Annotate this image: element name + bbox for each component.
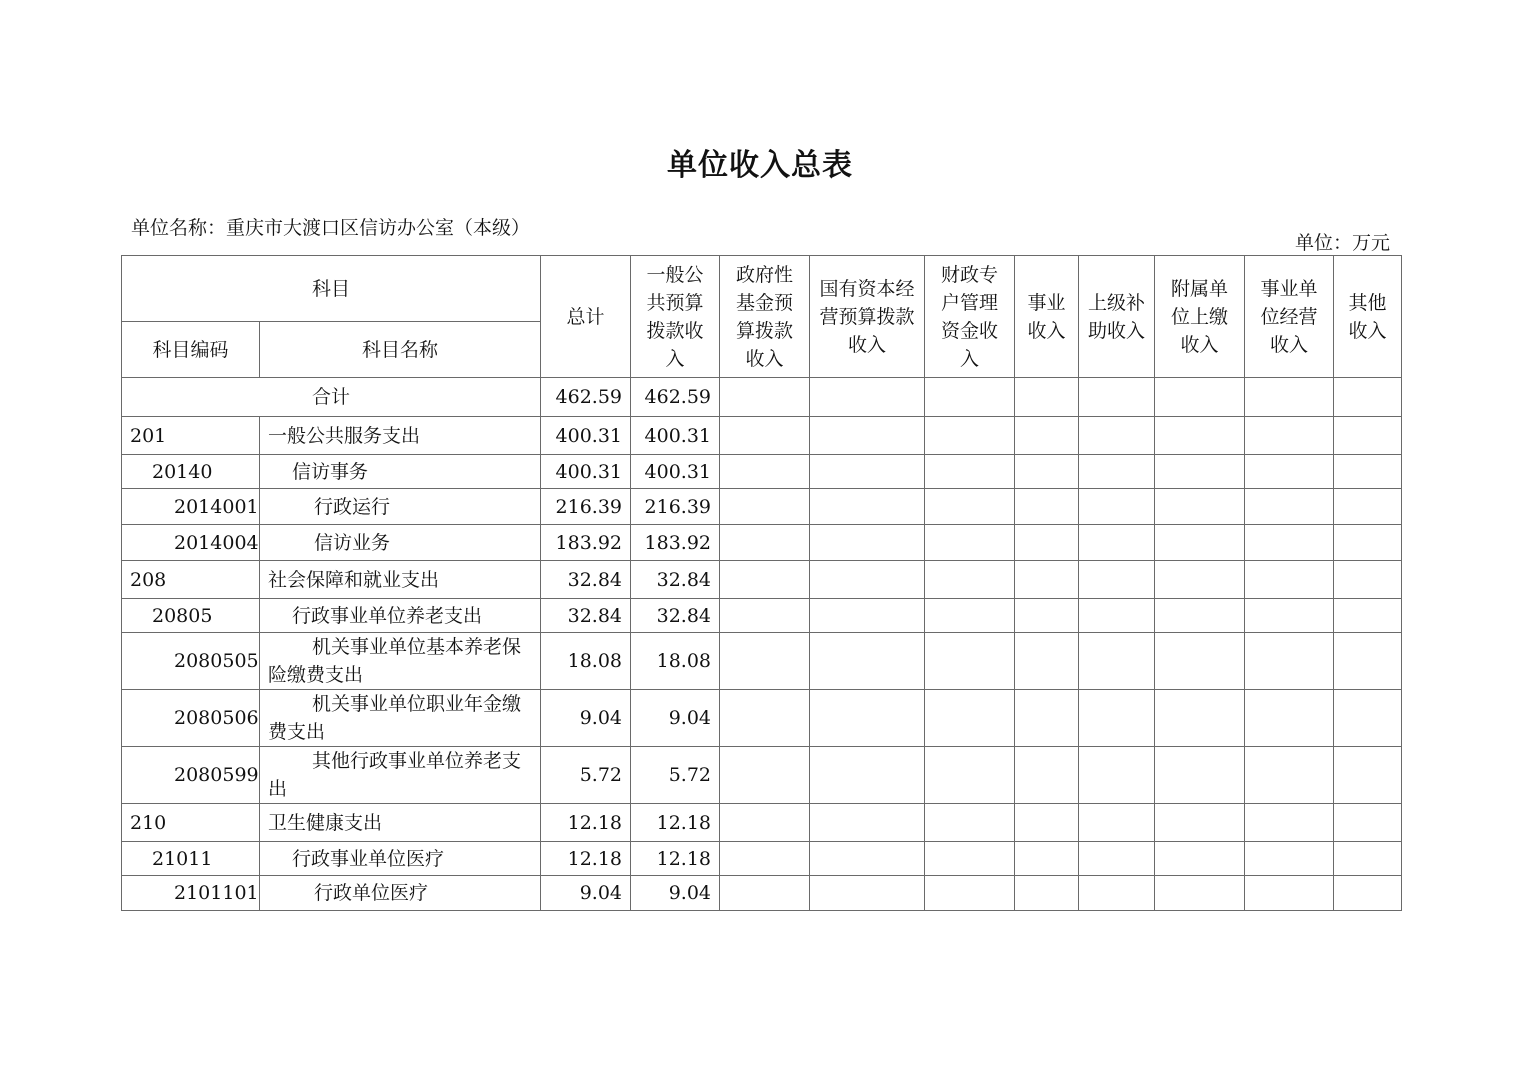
table-row <box>122 747 1402 804</box>
cell-code: 20805 <box>122 599 260 633</box>
empty-cell <box>810 378 925 417</box>
cell-general-budget: 32.84 <box>631 561 720 599</box>
empty-cell <box>1015 525 1079 561</box>
cell-total: 12.18 <box>541 842 631 876</box>
empty-cell <box>925 561 1015 599</box>
empty-cell <box>1079 525 1155 561</box>
empty-cell <box>1155 525 1245 561</box>
cell-name: 行政事业单位养老支出 <box>260 599 541 633</box>
empty-cell <box>925 455 1015 489</box>
empty-cell <box>1015 378 1079 417</box>
empty-cell <box>925 842 1015 876</box>
cell-general-budget: 400.31 <box>631 455 720 489</box>
empty-cell <box>1015 633 1079 690</box>
header-gov-fund: 政府性基金预算拨款收入 <box>720 256 810 378</box>
header-code: 科目编码 <box>122 322 260 378</box>
cell-general-budget: 9.04 <box>631 690 720 747</box>
empty-cell <box>1245 489 1334 525</box>
empty-cell <box>1079 561 1155 599</box>
cell-name <box>260 747 541 804</box>
cell-code: 2080599 <box>122 747 260 804</box>
empty-cell <box>1334 417 1402 455</box>
table-row <box>122 633 1402 690</box>
empty-cell <box>1155 804 1245 842</box>
empty-cell <box>1245 378 1334 417</box>
header-special-account: 财政专户管理资金收入 <box>925 256 1015 378</box>
empty-cell <box>1245 804 1334 842</box>
empty-cell <box>1245 690 1334 747</box>
empty-cell <box>810 489 925 525</box>
empty-cell <box>1334 747 1402 804</box>
empty-cell <box>1079 690 1155 747</box>
empty-cell <box>720 804 810 842</box>
cell-name: 一般公共服务支出 <box>260 417 541 455</box>
empty-cell <box>925 417 1015 455</box>
empty-cell <box>1245 842 1334 876</box>
unit-name: 单位名称：重庆市大渡口区信访办公室（本级） <box>131 217 531 239</box>
cell-total: 32.84 <box>541 561 631 599</box>
empty-cell <box>1245 747 1334 804</box>
cell-code: 2014004 <box>122 525 260 561</box>
header-name: 科目名称 <box>260 322 541 378</box>
empty-cell <box>810 561 925 599</box>
empty-cell <box>720 489 810 525</box>
cell-name <box>260 633 541 690</box>
empty-cell <box>1015 690 1079 747</box>
cell-code: 208 <box>122 561 260 599</box>
cell-name: 行政单位医疗 <box>260 876 541 911</box>
empty-cell <box>720 599 810 633</box>
cell-total: 18.08 <box>541 633 631 690</box>
cell-total: 12.18 <box>541 804 631 842</box>
empty-cell <box>1015 876 1079 911</box>
empty-cell <box>1079 747 1155 804</box>
empty-cell <box>810 747 925 804</box>
cell-total: 9.04 <box>541 876 631 911</box>
cell-name: 卫生健康支出 <box>260 804 541 842</box>
empty-cell <box>925 747 1015 804</box>
cell-code: 2014001 <box>122 489 260 525</box>
empty-cell <box>1079 842 1155 876</box>
empty-cell <box>1155 747 1245 804</box>
empty-cell <box>1155 690 1245 747</box>
header-affiliate-turnover: 附属单位上缴收入 <box>1155 256 1245 378</box>
empty-cell <box>1245 633 1334 690</box>
cell-code: 21011 <box>122 842 260 876</box>
table-row <box>122 489 1402 525</box>
empty-cell <box>1155 561 1245 599</box>
empty-cell <box>1015 599 1079 633</box>
empty-cell <box>1079 378 1155 417</box>
empty-cell <box>1155 455 1245 489</box>
cell-general-budget: 183.92 <box>631 525 720 561</box>
table-row <box>122 599 1402 633</box>
empty-cell <box>1015 747 1079 804</box>
cell-general-budget: 462.59 <box>631 378 720 417</box>
empty-cell <box>1155 489 1245 525</box>
empty-cell <box>1334 378 1402 417</box>
empty-cell <box>1015 561 1079 599</box>
table-row <box>122 561 1402 599</box>
cell-total: 216.39 <box>541 489 631 525</box>
empty-cell <box>1245 525 1334 561</box>
empty-cell <box>1015 489 1079 525</box>
empty-cell <box>925 876 1015 911</box>
empty-cell <box>1155 417 1245 455</box>
cell-total: 400.31 <box>541 455 631 489</box>
cell-total: 183.92 <box>541 525 631 561</box>
empty-cell <box>810 417 925 455</box>
header-general-budget: 一般公共预算拨款收入 <box>631 256 720 378</box>
empty-cell <box>1334 804 1402 842</box>
table-row <box>122 876 1402 911</box>
empty-cell <box>810 599 925 633</box>
table-row <box>122 804 1402 842</box>
empty-cell <box>1245 876 1334 911</box>
empty-cell <box>925 633 1015 690</box>
empty-cell <box>810 804 925 842</box>
empty-cell <box>1245 417 1334 455</box>
empty-cell <box>720 690 810 747</box>
cell-total: 400.31 <box>541 417 631 455</box>
empty-cell <box>1334 876 1402 911</box>
cell-name: 社会保障和就业支出 <box>260 561 541 599</box>
empty-cell <box>1334 599 1402 633</box>
empty-cell <box>1245 455 1334 489</box>
empty-cell <box>1015 842 1079 876</box>
empty-cell <box>1155 842 1245 876</box>
cell-code: 2080505 <box>122 633 260 690</box>
header-other-income: 其他收入 <box>1334 256 1402 378</box>
empty-cell <box>720 633 810 690</box>
header-business-income: 事业收入 <box>1015 256 1079 378</box>
cell-general-budget: 216.39 <box>631 489 720 525</box>
header-subject: 科目 <box>122 256 541 322</box>
empty-cell <box>1334 525 1402 561</box>
cell-general-budget: 5.72 <box>631 747 720 804</box>
empty-cell <box>1155 599 1245 633</box>
empty-cell <box>1079 876 1155 911</box>
empty-cell <box>1334 690 1402 747</box>
unit-label: 单位：万元 <box>1294 232 1390 254</box>
header-state-capital: 国有资本经营预算拨款收入 <box>810 256 925 378</box>
cell-name: 行政事业单位医疗 <box>260 842 541 876</box>
empty-cell <box>925 525 1015 561</box>
empty-cell <box>810 525 925 561</box>
empty-cell <box>1334 455 1402 489</box>
cell-name <box>260 690 541 747</box>
cell-name-text: 其他行政事业单位养老支出 <box>268 750 522 800</box>
cell-total: 32.84 <box>541 599 631 633</box>
cell-general-budget: 9.04 <box>631 876 720 911</box>
empty-cell <box>1155 633 1245 690</box>
empty-cell <box>1245 599 1334 633</box>
empty-cell <box>1079 633 1155 690</box>
empty-cell <box>810 842 925 876</box>
empty-cell <box>810 690 925 747</box>
empty-cell <box>925 378 1015 417</box>
table-row <box>122 455 1402 489</box>
empty-cell <box>1015 417 1079 455</box>
empty-cell <box>720 561 810 599</box>
empty-cell <box>1079 455 1155 489</box>
cell-general-budget: 12.18 <box>631 842 720 876</box>
empty-cell <box>1079 417 1155 455</box>
empty-cell <box>925 690 1015 747</box>
cell-total: 9.04 <box>541 690 631 747</box>
table-row <box>122 842 1402 876</box>
cell-name-text: 机关事业单位职业年金缴费支出 <box>268 693 522 743</box>
empty-cell <box>925 489 1015 525</box>
empty-cell <box>1079 804 1155 842</box>
header-superior-subsidy: 上级补助收入 <box>1079 256 1155 378</box>
cell-code: 2080506 <box>122 690 260 747</box>
empty-cell <box>1079 489 1155 525</box>
empty-cell <box>1015 455 1079 489</box>
empty-cell <box>1334 489 1402 525</box>
empty-cell <box>925 599 1015 633</box>
cell-general-budget: 18.08 <box>631 633 720 690</box>
cell-name: 行政运行 <box>260 489 541 525</box>
empty-cell <box>1079 599 1155 633</box>
table-row <box>122 525 1402 561</box>
header-operating-income: 事业单位经营收入 <box>1245 256 1334 378</box>
empty-cell <box>1334 842 1402 876</box>
empty-cell <box>925 804 1015 842</box>
empty-cell <box>1334 633 1402 690</box>
empty-cell <box>720 842 810 876</box>
cell-total: 462.59 <box>541 378 631 417</box>
cell-general-budget: 12.18 <box>631 804 720 842</box>
empty-cell <box>1015 804 1079 842</box>
empty-cell <box>720 455 810 489</box>
header-total: 总计 <box>541 256 631 378</box>
total-label: 合计 <box>122 378 541 417</box>
cell-code: 201 <box>122 417 260 455</box>
cell-code: 210 <box>122 804 260 842</box>
income-table <box>121 255 1402 911</box>
total-row <box>122 378 1402 417</box>
cell-code: 20140 <box>122 455 260 489</box>
empty-cell <box>720 417 810 455</box>
cell-general-budget: 400.31 <box>631 417 720 455</box>
cell-code: 2101101 <box>122 876 260 911</box>
empty-cell <box>1155 378 1245 417</box>
empty-cell <box>720 525 810 561</box>
table-row <box>122 417 1402 455</box>
cell-name-text: 机关事业单位基本养老保险缴费支出 <box>268 636 522 686</box>
empty-cell <box>720 378 810 417</box>
empty-cell <box>810 633 925 690</box>
empty-cell <box>810 876 925 911</box>
empty-cell <box>810 455 925 489</box>
empty-cell <box>720 876 810 911</box>
cell-name: 信访业务 <box>260 525 541 561</box>
empty-cell <box>1155 876 1245 911</box>
cell-general-budget: 32.84 <box>631 599 720 633</box>
empty-cell <box>720 747 810 804</box>
empty-cell <box>1334 561 1402 599</box>
cell-total: 5.72 <box>541 747 631 804</box>
cell-name: 信访事务 <box>260 455 541 489</box>
empty-cell <box>1245 561 1334 599</box>
table-row <box>122 690 1402 747</box>
page-title: 单位收入总表 <box>667 148 853 183</box>
header-row <box>122 256 1402 322</box>
